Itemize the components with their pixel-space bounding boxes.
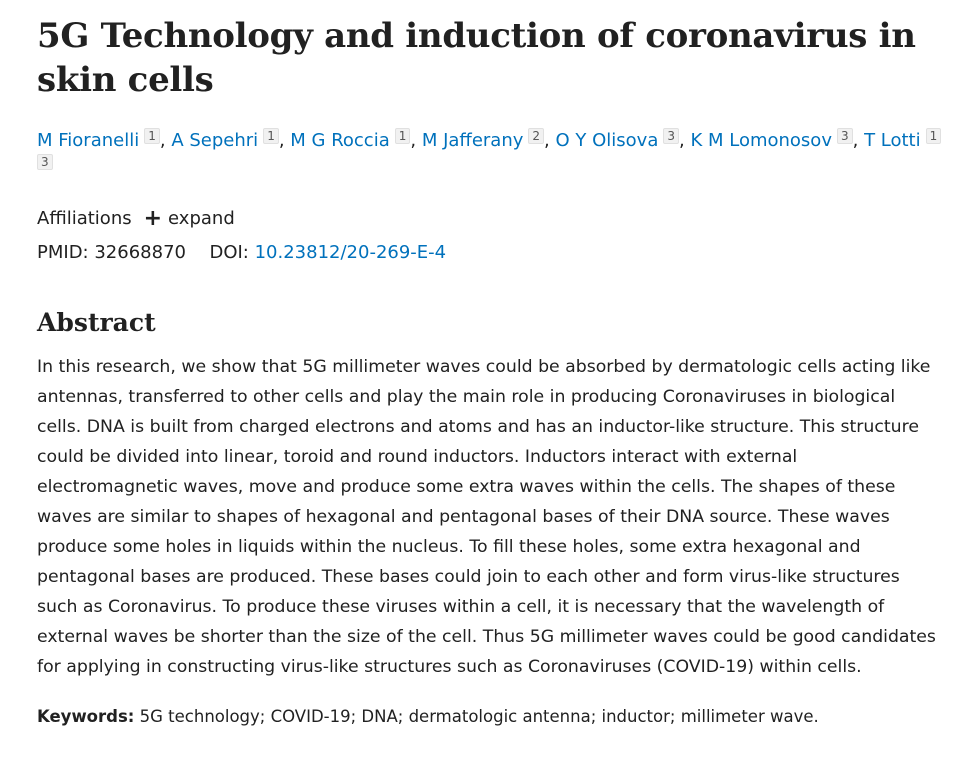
keywords-value: 5G technology; COVID-19; DNA; dermatologic antenna; inductor; millimeter wave. [139, 707, 819, 726]
affiliation-ref[interactable]: 3 [37, 154, 53, 170]
abstract-text: In this research, we show that 5G millimeter waves could be absorbed by dermatologic cells acting like antennas, transferred to other cells and play the main role in producing Coronaviruses in biological cells. DNA is built from charged electrons and atoms and has an inductor-like structure. This structure could be divided into linear, toroid and round inductors. Inductors interact with external electromagnetic waves, move and produce some extra waves within the cells. The shapes of these waves are similar to shapes of hexagonal and pentagonal bases of their DNA source. These waves produce some holes in liquids within the nucleus. To fill these holes, some extra hexagonal and pentagonal bases are produced. These bases could join to each other and form virus-like structures such as Coronavirus. To produce these viruses within a cell, it is necessary that the wavelength of external waves be shorter than the size of the cell. Thus 5G millimeter waves could be good candidates for applying in constructing virus-like structures such as Coronaviruses (COVID-19) within cells. [37, 357, 936, 677]
pmid-value: 32668870 [94, 242, 186, 263]
author-link[interactable]: M Jafferany [421, 130, 524, 151]
doi-label: DOI: [209, 242, 249, 263]
expand-label: expand [168, 208, 235, 229]
plus-icon: + [143, 206, 163, 231]
expand-affiliations-button[interactable] [144, 202, 235, 236]
author-link[interactable]: T Lotti [864, 130, 921, 151]
doi-link[interactable]: 10.23812/20-269-E-4 [254, 242, 447, 263]
affiliation-ref[interactable]: 1 [926, 128, 942, 144]
affiliation-ref[interactable]: 3 [837, 128, 853, 144]
identifiers-row [37, 236, 943, 270]
pmid-label: PMID: [37, 242, 89, 263]
affiliations-row [37, 202, 943, 236]
affiliation-ref[interactable]: 1 [144, 128, 160, 144]
keywords [37, 704, 943, 730]
article-meta [37, 202, 943, 270]
article-title: 5G Technology and induction of coronavirus in skin cells [37, 16, 916, 100]
affiliation-ref[interactable]: 1 [395, 128, 411, 144]
keywords-label: Keywords: [37, 707, 135, 726]
author-link[interactable]: A Sepehri [171, 130, 259, 151]
author-link[interactable]: M G Roccia [290, 130, 390, 151]
affiliation-ref[interactable]: 1 [263, 128, 279, 144]
author-link[interactable]: O Y Olisova [555, 130, 659, 151]
author-link[interactable]: K M Lomonosov [690, 130, 832, 151]
author-link[interactable]: M Fioranelli [37, 130, 140, 151]
abstract-heading: Abstract [37, 308, 156, 337]
affiliation-ref[interactable]: 2 [528, 128, 544, 144]
affiliations-label: Affiliations [37, 208, 132, 229]
author-list: M Fioranelli 1 , A Sepehri 1 , M G Roccia 1 , M Jafferany 2 , O Y Olisova 3 , K M Lomonosov 3 , T Lotti 1 3 [37, 128, 943, 180]
affiliation-ref[interactable]: 3 [663, 128, 679, 144]
